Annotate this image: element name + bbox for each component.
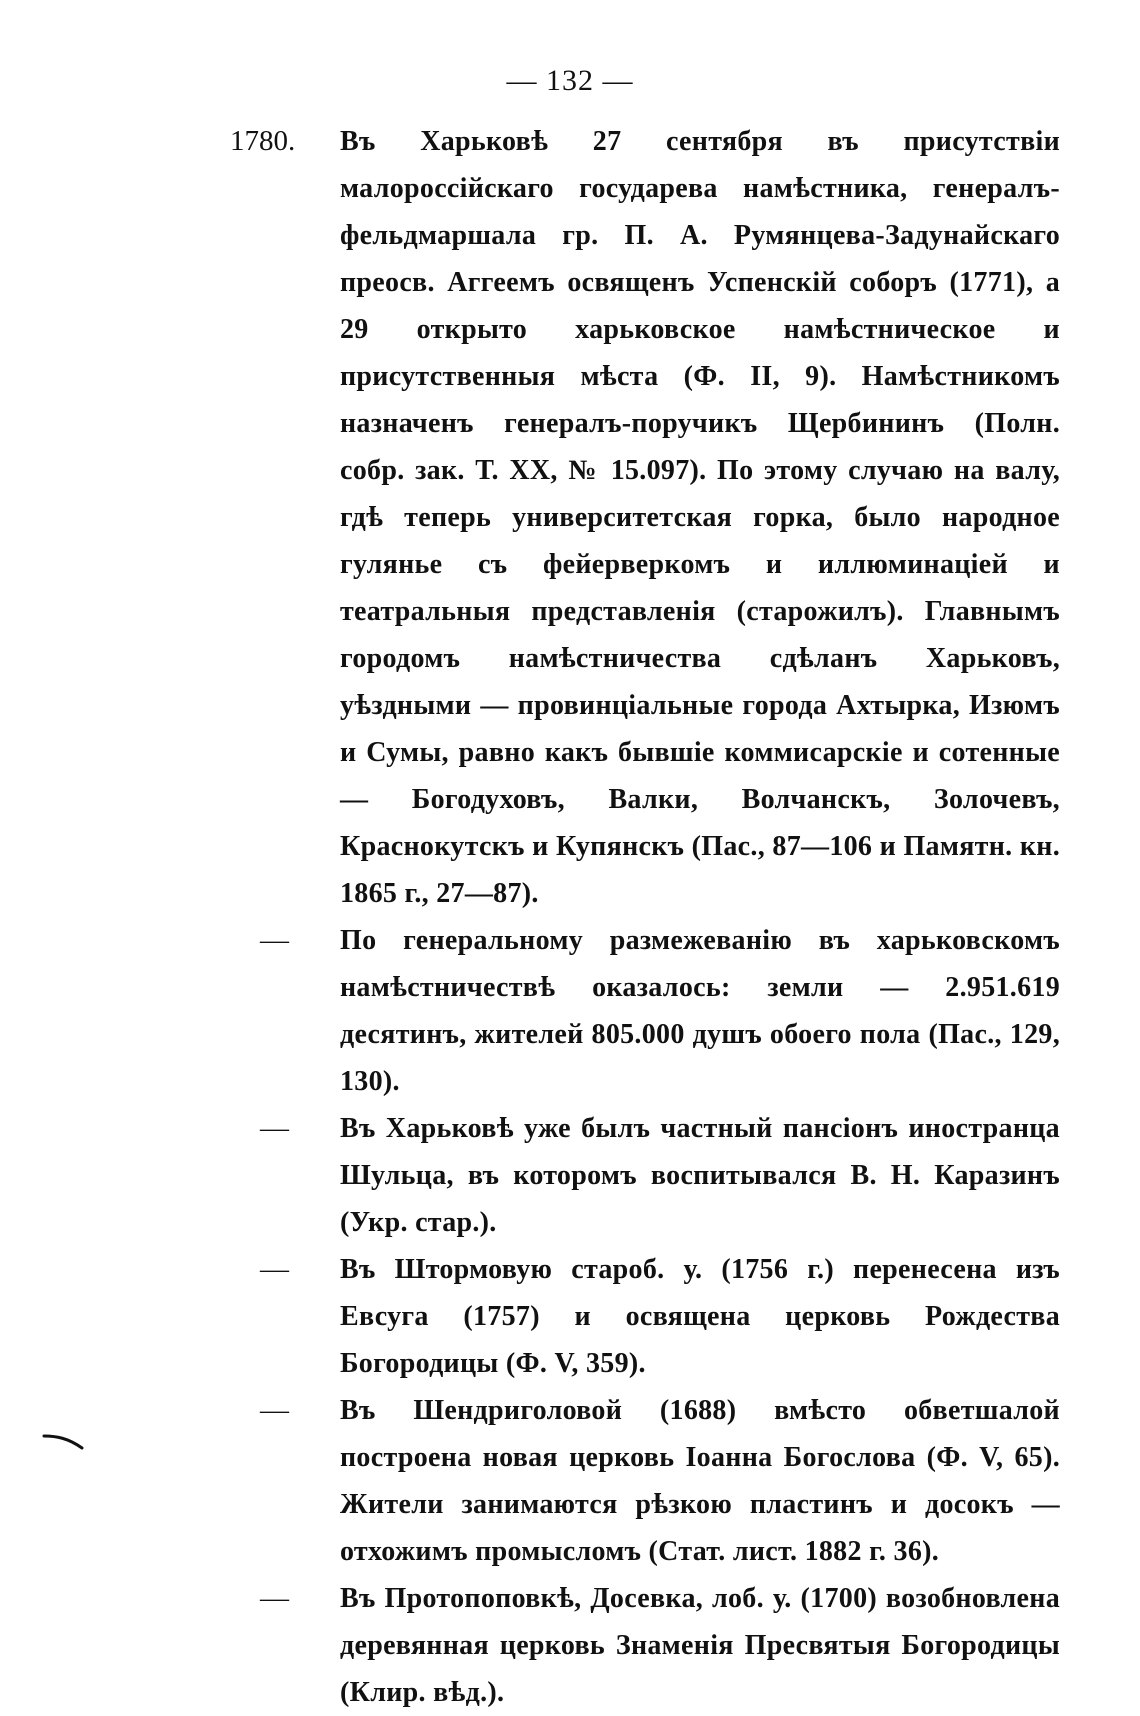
- chronicle-entry: [230, 1575, 1060, 1716]
- entry-dash: —: [260, 924, 289, 956]
- entry-text: [340, 118, 1060, 917]
- chronicle-entry-1780: [230, 118, 1060, 917]
- page-number: — 132 —: [506, 64, 634, 97]
- entry-text: [340, 1246, 1060, 1387]
- entry-paragraph: Въ Шендриголовой (1688) вмѣсто обветшалой построена новая церковь Іоанна Богослова (Ф. V, 65). Жители занимаются рѣзкою пластинъ и досокъ — отхожимъ промысломъ (Стат. лист. 1882 г. 36).: [340, 1395, 1060, 1567]
- entry-dash: —: [260, 1253, 289, 1285]
- chronicle-entries: [230, 118, 1060, 1716]
- entry-paragraph: По генеральному размежеванію въ харьковскомъ намѣстничествѣ оказалось: земли — 2.951.619 десятинъ, жителей 805.000 душъ обоего пола (Пас., 129, 130).: [340, 925, 1060, 1097]
- entry-text: [340, 1105, 1060, 1246]
- entry-paragraph: Въ Харьковѣ уже былъ частный пансіонъ иностранца Шульца, въ которомъ воспитывался В. Н. Каразинъ (Укр. стар.).: [340, 1113, 1060, 1238]
- entry-dash: —: [260, 1112, 289, 1144]
- chronicle-entry: [230, 1387, 1060, 1575]
- entry-paragraph: Въ Протопоповкѣ, Досевка, лоб. у. (1700) возобновлена деревянная церковь Знаменія Пресвятыя Богородицы (Клир. вѣд.).: [340, 1583, 1060, 1708]
- entry-text: [340, 1575, 1060, 1716]
- entry-paragraph: Въ Штормовую староб. у. (1756 г.) перенесена изъ Евсуга (1757) и освящена церковь Рождества Богородицы (Ф. V, 359).: [340, 1254, 1060, 1379]
- entry-dash: —: [260, 1394, 289, 1426]
- entry-text: [340, 917, 1060, 1105]
- entry-paragraph: Въ Харьковѣ 27 сентября въ присутствіи малороссійскаго государева намѣстника, генералъ-фельдмаршала гр. П. А. Румянцева-Задунайскаго преосв. Аггеемъ освященъ Успенскій соборъ (1771), а 29 открыто харьковское намѣстническое и присутственныя мѣста (Ф. II, 9). Намѣстникомъ назначенъ генералъ-поручикъ Щербининъ (Полн. собр. зак. Т. XX, № 15.097). По этому случаю на валу, гдѣ теперь университетская горка, было народное гулянье съ фейерверкомъ и иллюминаціей и театральныя представленія (старожилъ). Главнымъ городомъ намѣстничества сдѣланъ Харьковъ, уѣздными — провинціальные города Ахтырка, Изюмъ и Сумы, равно какъ бывшіе коммисарскіе и сотенные — Богодуховъ, Валки, Волчанскъ, Золочевъ, Краснокутскъ и Купянскъ (Пас., 87—106 и Памятн. кн. 1865 г., 27—87).: [340, 126, 1060, 909]
- entry-dash: —: [260, 1582, 289, 1614]
- entry-year: 1780.: [230, 125, 296, 157]
- chronicle-entry: [230, 917, 1060, 1105]
- ink-stroke-mark: [42, 1432, 88, 1452]
- chronicle-entry: [230, 1105, 1060, 1246]
- chronicle-entry: [230, 1246, 1060, 1387]
- entry-text: [340, 1387, 1060, 1575]
